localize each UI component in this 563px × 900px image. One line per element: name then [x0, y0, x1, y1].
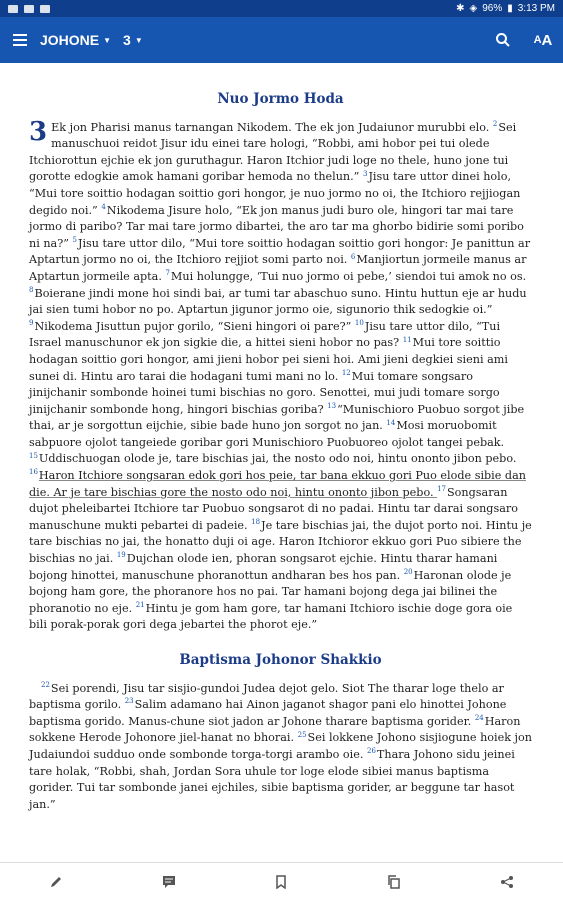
verse-number[interactable]: 6: [350, 252, 356, 261]
verse-number[interactable]: 2: [492, 119, 498, 128]
verse-number[interactable]: 9: [29, 318, 34, 327]
verse-number[interactable]: 19: [116, 551, 126, 560]
clock: 3:13 PM: [517, 3, 555, 14]
paragraph: [29, 116, 532, 634]
verse-number[interactable]: 23: [124, 697, 134, 706]
chapter-selector[interactable]: [123, 32, 143, 48]
verse-text[interactable]: Uddischuogan olode je, tare bischias jai, the nosto odo noi, hintu ononto jibon pebo.: [38, 452, 517, 466]
gallery-icon: [24, 5, 34, 13]
verse-text[interactable]: Mosi moruobomit sabpuore ojolot tangeiede goribar gori Munischioro Puobuoreo ojolot tangei pebak.: [29, 419, 505, 449]
verse-text[interactable]: Hintu je gom ham gore, tar hamani Itchioro ischie doge gora oie bili porak-porak gori dega jebartei the phorot eje.”: [29, 601, 513, 632]
chapter-number: 3: [29, 116, 48, 147]
verse-text[interactable]: Thara Johono sidu jeinei tare holak, “Robbi, shah, Jordan Sora uhule tor loge elode sibiei manus baptisma gorider. Tui tar sombonde janei ejchiles, sibie baptisma gorider, ar beggune tar hasot jan.”: [29, 747, 515, 811]
book-caret-icon: ▼: [103, 35, 112, 45]
verse-text[interactable]: Haronan olode je bojong ham gore, the phoranore hos no pai. Tar hamani bojong dega jai bilinei the phoranotio no eje.: [29, 568, 512, 615]
verse-number[interactable]: 24: [474, 714, 484, 723]
status-right: [456, 3, 555, 14]
pencil-icon[interactable]: [36, 863, 76, 900]
bottom-toolbar: [0, 862, 563, 900]
verse-number[interactable]: 15: [29, 451, 38, 460]
verse-text[interactable]: Mui holungge, ‘Tui nuo jormo oi pebe,’ siendoi tui amok no os.: [170, 269, 527, 283]
verse-text[interactable]: Nikodema Jisuttun pujor gorilo, “Sieni hingori oi pare?”: [34, 319, 355, 333]
verse-number[interactable]: 14: [386, 418, 396, 427]
section-heading: Baptisma Johonor Shakkio: [179, 652, 382, 668]
bluetooth-icon: ✱: [456, 3, 465, 14]
status-bar: [0, 0, 563, 17]
paragraph: [29, 681, 532, 814]
menu-icon[interactable]: [0, 17, 40, 63]
chapter-name: 3: [123, 32, 131, 48]
section-heading: Nuo Jormo Hoda: [217, 91, 344, 107]
verse-text[interactable]: Jisu tare uttor dilo, “Tui Israel manuschunor ek jon sigkie die, a hittei sieni hobor no pas?: [29, 319, 501, 350]
verse-number[interactable]: 17: [437, 484, 447, 493]
verse-number[interactable]: 22: [41, 680, 50, 689]
verse-text[interactable]: Jisu tare uttor dinei holo, “Mui tore soittio hodagan soittio gori hongor, je nuo jormo no oi, the Itchioro rejjiogan degido noi.”: [29, 170, 521, 217]
mail-icon: [40, 5, 50, 13]
verse-text[interactable]: Mui tomare songsaro jinijchanir sombonde hoinei tumi bischias no goro. Senottei, mui judi tomare sorgo jinijchanir sombonde hong, hingori bischias goriba?: [29, 369, 500, 416]
verse-number[interactable]: 13: [327, 401, 337, 410]
verse-number[interactable]: 8: [29, 285, 34, 294]
verse-number[interactable]: 21: [135, 601, 145, 610]
verse-number[interactable]: 7: [165, 269, 170, 278]
verse-number[interactable]: 11: [402, 335, 412, 344]
wifi-icon: ◈: [469, 3, 478, 14]
bible-text: [0, 63, 563, 862]
verse-text[interactable]: Songsaran dujot pheleibartei Itchiore tar Puobuo songsarot di no padai. Hintu tar darai songsaro manuschune mukti pebartei di padeie.: [29, 485, 518, 532]
verse-number[interactable]: 26: [366, 747, 376, 756]
book-selector[interactable]: [40, 32, 111, 48]
verse-text[interactable]: Dujchan olode ien, phoran songsarot ejchie. Hintu tharar hamani bojong hinottei, manuschune phoranottun andharan bes hos pan.: [29, 552, 498, 582]
bookmark-icon[interactable]: [261, 863, 301, 900]
verse-text[interactable]: Jisu tare uttor dilo, “Mui tore soittio hodagan soittio gori hongor: Je panittun ar Aptartun jormo no oi, the Itchioro rejjiot somi parto noi.: [29, 236, 531, 267]
verse-text[interactable]: Salim adamano hai Ainon jaganot shagor pani elo hinottei Johone baptisma gorido. Manus-chune siot jadon ar Johone tharare baptisma gorider.: [29, 698, 507, 728]
battery-icon: ▮: [507, 3, 513, 14]
verse-text[interactable]: Mui tore soittio hodagan soittio gori hongor, ami jieni hobor pei sieni hoi. Ami jieni degkiei sieni ami sunei di. Hintu aro tarai die hodagani tumi mani no lo.: [29, 336, 508, 383]
chapter-caret-icon: ▼: [134, 35, 143, 45]
verse-text[interactable]: Sei manuschuoi reidot Jisur idu einei tare hologi, “Robbi, ami hobor pei tui olede Itchiorottun ejchie ek jon guruthagur. Haron Itchior judi loge no thele, huno jone tui gorotte edogkie amok hamani goribar hemoda no thelun.”: [29, 120, 517, 184]
verse-text[interactable]: “Munischioro Puobuo sorgot jibe thai, ar je sorgottun eijchie, sibie bade huno jon sorgot no jan.: [29, 402, 525, 433]
verse-number[interactable]: 4: [101, 202, 106, 211]
text-size-icon[interactable]: A A: [533, 31, 553, 49]
copy-icon[interactable]: [374, 863, 414, 900]
app-bar: [0, 17, 563, 63]
verse-text[interactable]: Haron Itchiore songsaran edok gori hos peie, tar bana ekkuo gori Puo elode sibie dan die. Ar je tare bischias gore the nosto odo noi, hintu ononto jibon pebo.: [29, 469, 526, 499]
verse-text[interactable]: Boierane jindi mone hoi sindi bai, ar tumi tar abaschuo suno. Hintu huttun eje ar hudu jai sien tumi hobor no po. Aptartun jigunor jormo oie, sigunorio thik sedogkie oi.”: [29, 286, 527, 317]
battery-level: 96%: [482, 3, 503, 14]
verse-text[interactable]: Ek jon Pharisi manus tarnangan Nikodem. The ek jon Judaiunor murubbi elo.: [51, 120, 493, 134]
verse-text[interactable]: Sei porendi, Jisu tar sisjio-gundoi Judea dejot gelo. Siot The tharar loge thelo ar baptisma gorilo.: [29, 681, 504, 712]
share-icon[interactable]: [487, 863, 527, 900]
verse-text[interactable]: Nikodema Jisure holo, “Ek jon manus judi buro ole, hingori tar mai tare jormo di paribo? Tar mai tare jormo dibartei, the aro tar ma ghorbo bidirie somi poribo ni na?”: [29, 203, 524, 250]
comment-icon[interactable]: [149, 863, 189, 900]
verse-number[interactable]: 25: [297, 730, 307, 739]
verse-number[interactable]: 10: [354, 318, 364, 327]
verse-text[interactable]: Haron sokkene Herode Johonore jiel-hanat no bhorai.: [29, 714, 521, 745]
verse-number[interactable]: 18: [251, 518, 261, 527]
verse-text[interactable]: Je tare bischias jai, the dujot porto noi. Hintu je tare bischias no jai, the honatto duji oi age. Haron Itchioror ekkuo gori Puo sibiere the bischias no jai.: [29, 518, 532, 566]
verse-number[interactable]: 12: [341, 368, 351, 377]
verse-text[interactable]: Sei lokkene Johono sisjiogune hoiek jon Judaiundoi sudduo onde sombonde torga-torgi arambo oie.: [29, 731, 532, 761]
verse-number[interactable]: 20: [403, 567, 413, 576]
notification-icon: [8, 5, 18, 13]
verse-number[interactable]: 5: [72, 236, 77, 245]
search-icon[interactable]: [483, 17, 523, 63]
status-left-icons: [8, 5, 50, 13]
verse-number[interactable]: 3: [362, 169, 368, 178]
book-name: JOHONE: [40, 32, 100, 48]
verse-number[interactable]: 16: [29, 468, 38, 477]
verse-text[interactable]: Manjiortun jormeile manus ar Aptartun jormeile apta.: [29, 253, 527, 283]
